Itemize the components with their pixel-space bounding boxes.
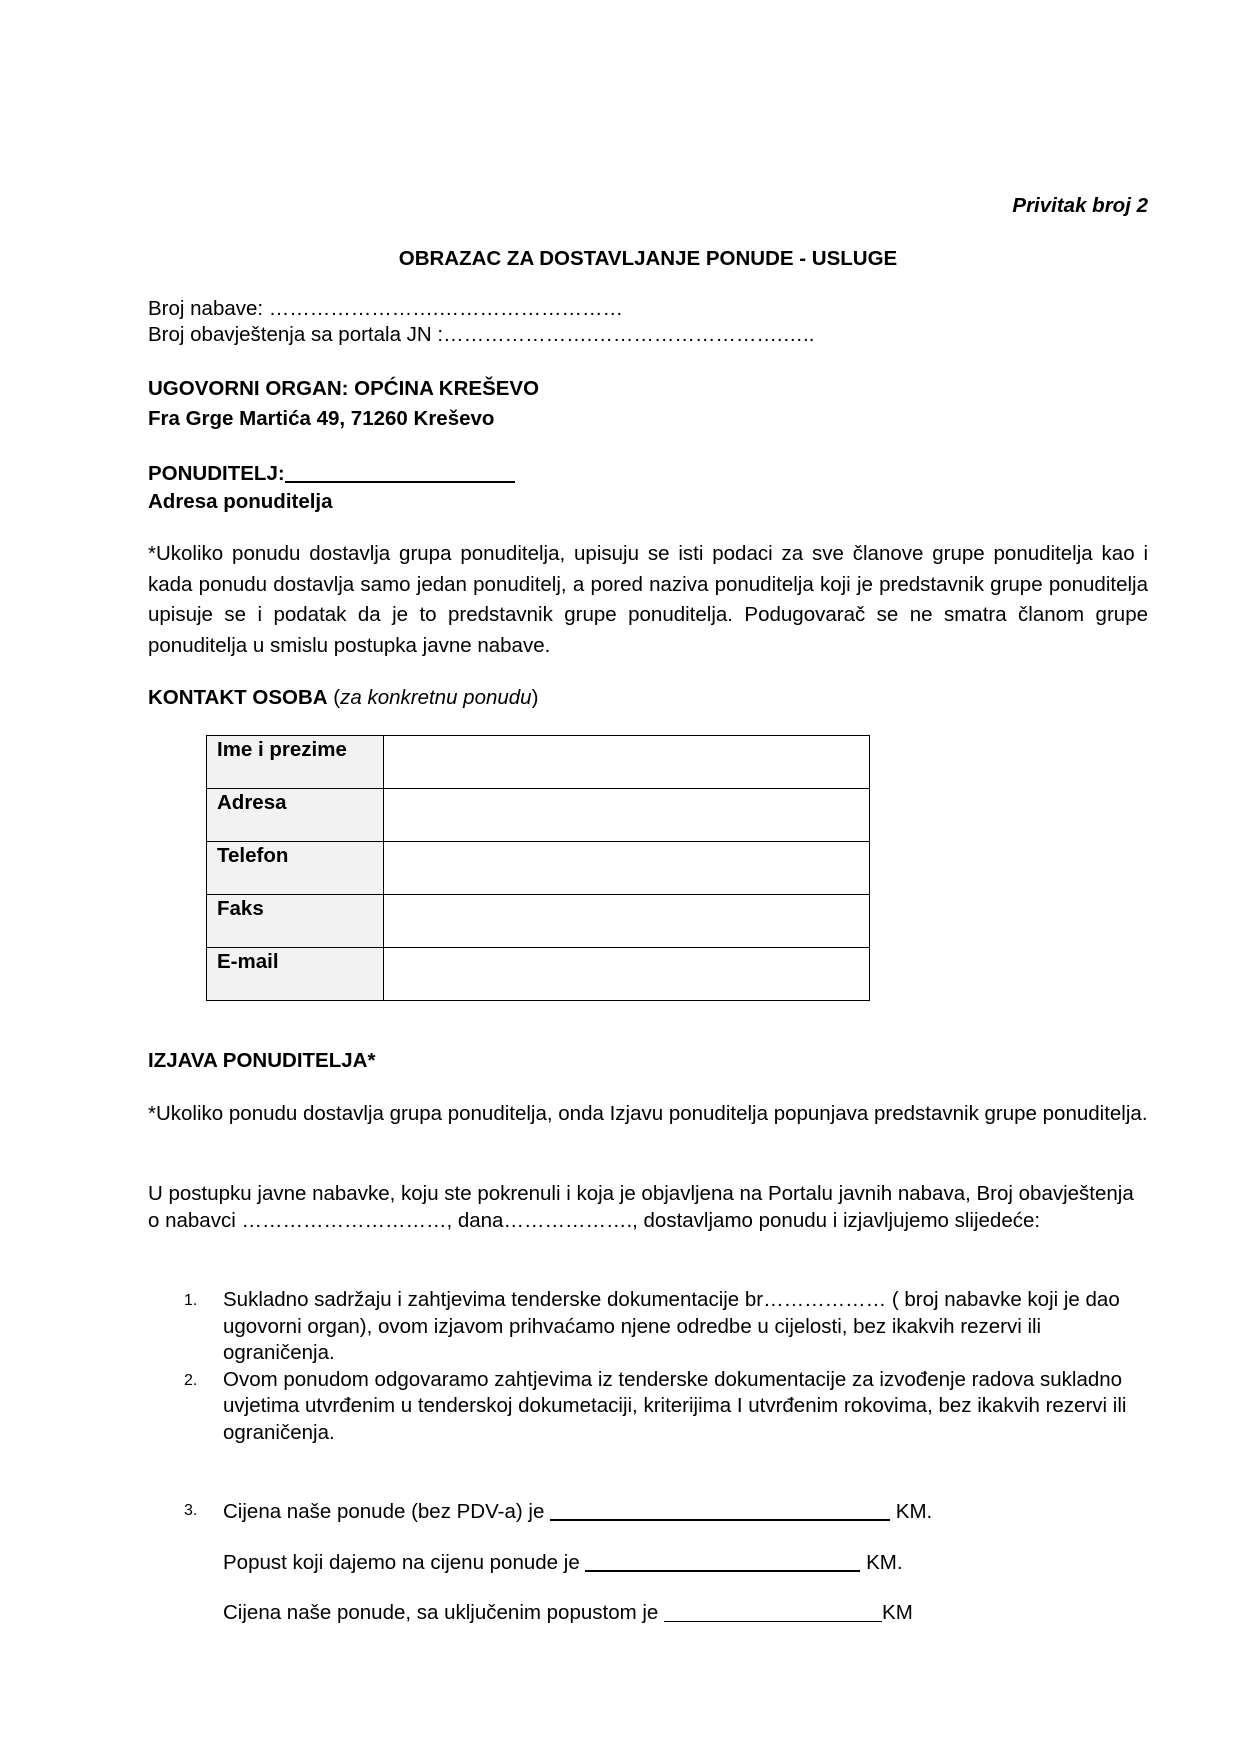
- appendix-label: Privitak broj 2: [1012, 194, 1148, 217]
- contact-label-email: E-mail: [207, 948, 384, 1001]
- table-row: [207, 842, 870, 895]
- discount-blank[interactable]: [585, 1548, 860, 1572]
- procurement-number: Broj nabave: …………………….………………………: [148, 297, 623, 320]
- list-item: [148, 1287, 1148, 1367]
- document-title: OBRAZAC ZA DOSTAVLJANJE PONUDE - USLUGE: [398, 247, 898, 270]
- bidder-label: PONUDITELJ:: [148, 462, 285, 485]
- discount-label: Popust koji dajemo na cijenu ponude je: [223, 1551, 580, 1574]
- contact-label-fax: Faks: [207, 895, 384, 948]
- bidder-group-note: *Ukoliko ponudu dostavlja grupa ponuditelja, upisuju se isti podaci za sve članove grupe ponuditelja kao i kada ponudu dostavlja samo jedan ponuditelj, a pored naziva ponuditelja koji je predstavnik grupe ponuditelja upisuje se i podatak da je to predstavnik grupe ponuditelja. Podugovarač se ne smatra članom grupe ponuditelja u smislu postupka javne nabave.: [148, 542, 1148, 657]
- table-row: [207, 789, 870, 842]
- table-row: [207, 895, 870, 948]
- bidder-address-label: Adresa ponuditelja: [148, 490, 333, 513]
- contact-heading: KONTAKT OSOBA (za konkretnu ponudu): [148, 686, 539, 709]
- final-price-row: [223, 1599, 913, 1626]
- contact-heading-label: KONTAKT OSOBA: [148, 686, 328, 709]
- contact-heading-note: za konkretnu ponudu: [340, 686, 532, 709]
- list-item-number: 3.: [184, 1502, 198, 1519]
- price-currency: KM: [895, 1500, 927, 1523]
- contact-value-address[interactable]: [384, 789, 870, 842]
- statement-note: *Ukoliko ponudu dostavlja grupa ponuditelja, onda Izjavu ponuditelja popunjava predstavnik grupe ponuditelja.: [148, 1102, 1148, 1125]
- final-price-label: Cijena naše ponude, sa uključenim popustom je: [223, 1601, 659, 1624]
- contact-value-name[interactable]: [384, 736, 870, 789]
- table-row: [207, 736, 870, 789]
- price-label: Cijena naše ponude (bez PDV-a) je: [223, 1500, 545, 1523]
- list-item-text: Ovom ponudom odgovaramo zahtjevima iz tenderske dokumentacije za izvođenje radova sukladno uvjetima utvrđenim u tenderskoj dokumetaciji, kriterijima I utvrđenim rokovima, bez ikakvih rezervi ili ograničenja.: [223, 1367, 1127, 1444]
- list-item: [148, 1367, 1148, 1447]
- contact-table: [206, 735, 870, 1001]
- final-price-blank[interactable]: [664, 1599, 882, 1622]
- contact-label-phone: Telefon: [207, 842, 384, 895]
- bidder-blank[interactable]: [285, 459, 515, 483]
- bidder-field: [148, 459, 515, 487]
- contact-value-email[interactable]: [384, 948, 870, 1001]
- statement-list: [148, 1287, 1148, 1446]
- statement-heading: IZJAVA PONUDITELJA*: [148, 1049, 376, 1072]
- final-price-currency: KM: [882, 1601, 913, 1624]
- discount-row: Popust koji dajemo na cijenu ponude je KM.: [223, 1548, 903, 1576]
- authority-address: Fra Grge Martića 49, 71260 Kreševo: [148, 407, 495, 430]
- list-item-number: 1.: [184, 1292, 198, 1309]
- contact-value-phone[interactable]: [384, 842, 870, 895]
- list-item-number: 2.: [184, 1371, 198, 1389]
- notice-number: Broj obavještenja sa portala JN :………………….……………………….…..: [148, 323, 815, 346]
- price-blank[interactable]: [550, 1497, 890, 1521]
- statement-intro: U postupku javne nabavke, koju ste pokrenuli i koja je objavljena na Portalu javnih nabava, Broj obavještenja o nabavci …………………………, dana………………., dostavljamo ponudu i izjavljujemo slijedeće:: [148, 1182, 1134, 1232]
- authority-name: UGOVORNI ORGAN: OPĆINA KREŠEVO: [148, 377, 540, 400]
- contact-label-name: Ime i prezime: [207, 736, 384, 789]
- contact-label-address: Adresa: [207, 789, 384, 842]
- table-row: [207, 948, 870, 1001]
- contact-value-fax[interactable]: [384, 895, 870, 948]
- list-item-text: Sukladno sadržaju i zahtjevima tenderske dokumentacije br……………… ( broj nabavke koji je dao ugovorni organ), ovom izjavom prihvaćamo njene odredbe u cijelosti, bez ikakvih rezervi ili ograničenja.: [223, 1288, 1120, 1364]
- discount-currency: KM: [866, 1551, 897, 1574]
